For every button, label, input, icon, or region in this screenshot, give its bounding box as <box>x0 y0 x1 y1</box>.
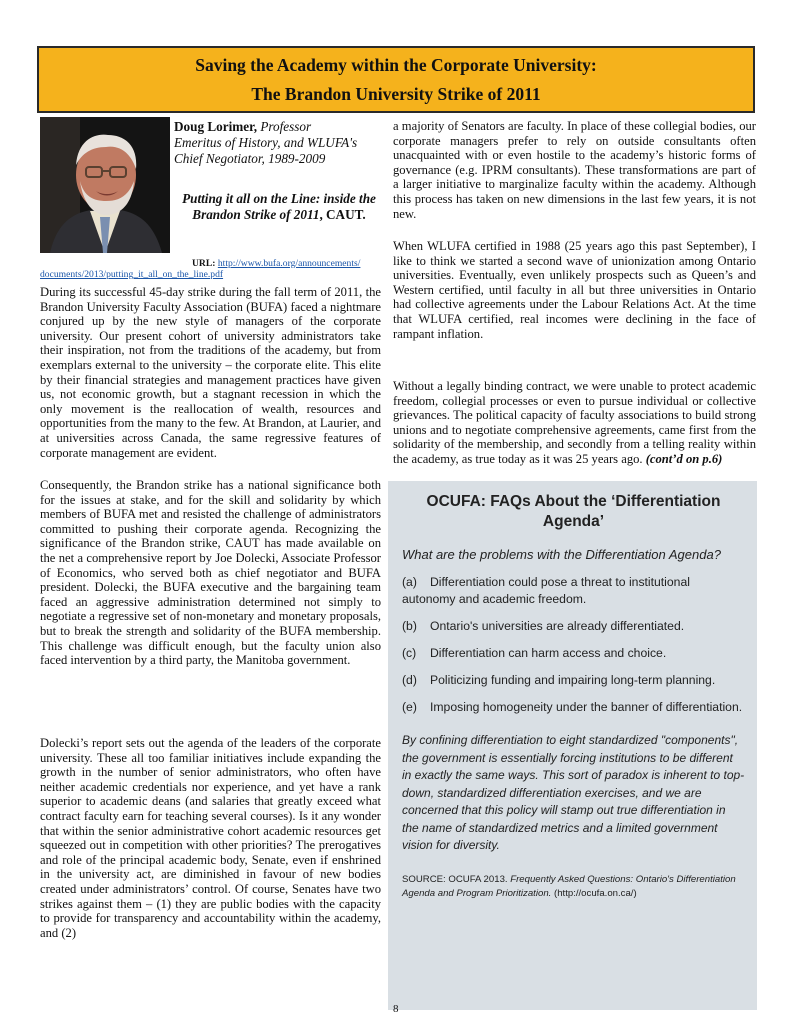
item-text: Politicizing funding and impairing long-term planning. <box>430 673 716 687</box>
author-photo <box>40 117 170 253</box>
author-role-line2: Emeritus of History, and WLUFA's <box>174 134 358 150</box>
sidebar-item <box>402 574 745 608</box>
item-letter: (e) <box>402 700 417 714</box>
sidebar-emphasis: By confining differentiation to eight standardized "components", the government is essentially forcing institutions to be different in exactly the same ways. This sort of paradox is inherent to top-down, standardized differentiation exercises, and we are concerned that this policy will stamp out true differentiation in the name of standardized metrics and a limited government vision for diversity. <box>402 733 745 852</box>
item-letter: (d) <box>402 673 417 687</box>
sidebar-source <box>402 873 745 901</box>
url-link-line1[interactable]: http://www.bufa.org/announcements/ <box>217 258 361 269</box>
sidebar-item <box>402 672 745 689</box>
right-paragraph-3 <box>393 379 756 467</box>
source-title: Frequently Asked Questions: Ontario's Differentiation Agenda and Program Prioritization. <box>402 873 736 899</box>
article-title-line1: Saving the Academy within the Corporate University: <box>195 55 597 75</box>
source-prefix: SOURCE: OCUFA 2013. <box>402 873 511 885</box>
sidebar-item <box>402 618 745 635</box>
reference-source: , CAUT. <box>319 207 366 222</box>
reference-url[interactable] <box>40 258 385 280</box>
sidebar-item <box>402 645 745 662</box>
author-role-line1: Professor <box>257 119 312 134</box>
source-url: (http://ocufa.on.ca/) <box>551 887 637 899</box>
author-role-line3: Chief Negotiator, 1989-2009 <box>174 150 326 166</box>
item-text: Ontario's universities are already differentiated. <box>430 619 685 633</box>
reference-title: Brandon Strike of 2011 <box>192 207 320 222</box>
item-text: Imposing homogeneity under the banner of differentiation. <box>430 700 743 714</box>
url-label: URL: <box>192 258 218 269</box>
right-paragraph-1: a majority of Senators are faculty. In place of these collegial bodies, our corporate managers prefer to rely on outside consultants often unacquainted with or even hostile to the academy’s historic forms of governance (e.g. IPRM consultants). These transformations are part of a larger initiative to marginalize faculty within the academy. Although this process has taken on new dimensions in the last few years, it is not new. <box>393 119 756 221</box>
author-name: Doug Lorimer, <box>174 119 258 134</box>
url-link-line2[interactable]: documents/2013/putting_it_all_on_the_line.pdf <box>40 269 224 280</box>
left-paragraph-1: During its successful 45-day strike during the fall term of 2011, the Brandon University Faculty Association (BUFA) faced a nightmare conjured up by the new style of managers of the corporate university. Our present cohort of university administrators take their inspiration, not from the traditions of the academy, but from exemplars external to the university – the corporate elite. This elite by their financial strategies and management practices have given us, not economic growth, but a stagnant recession in which the only movement is the reallocation of wealth, resources and opportunities from the many to the few. At Brandon, at Laurier, and at universities across Canada, the same regressive features of corporate management are evident. <box>40 285 381 460</box>
author-byline <box>174 119 384 166</box>
item-text: Differentiation can harm access and choice. <box>430 646 667 660</box>
sidebar-item <box>402 699 745 716</box>
sidebar-question: What are the problems with the Differentiation Agenda? <box>402 547 721 562</box>
page-number: 8 <box>393 1003 399 1015</box>
item-letter: (a) <box>402 575 417 589</box>
article-title-banner <box>37 46 755 113</box>
article-title-line2: The Brandon University Strike of 2011 <box>251 84 541 104</box>
right-paragraph-3-text: Without a legally binding contract, we were unable to protect academic freedom, collegial processes or even to pursue individual or collective grievances. The political capacity of faculty associations to build strong unions and to negotiate comprehensive agreements, came first from the solidarity of the membership, and secondly from a telling reality within the academy, as true today as it was 25 years ago. <box>393 379 756 466</box>
item-letter: (b) <box>402 619 417 633</box>
left-paragraph-3: Dolecki’s report sets out the agenda of the leaders of the corporate university. These all too familiar initiatives include expanding the growth in the number of senior administrators, who often have neither academic credentials nor experience, and yet have a rank superior to academic deans (and salaries that greatly exceed what contract faculty earn for teaching several courses). Is it any wonder that within the senior administrative cohort academic resources get squeezed out in competition with other priorities? The prerogatives and role of the principal academic body, Senate, even if enshrined in the university act, are diminished in favour of new bodies created under administrators’ control. Of course, Senates have two strikes against them – (1) they are public bodies with the capacity to provide for transparency and accountability within the academy, and (2) <box>40 736 381 940</box>
left-paragraph-2: Consequently, the Brandon strike has a national significance both for the issues at stake, and for the skill and solidarity by which members of BUFA met and resisted the challenge of administrators committed to pushing their corporate agenda. Recognizing the significance of the Brandon strike, CAUT has made available on the net a comprehensive report by Joe Dolecki, Associate Professor of Economics, who served both as chief negotiator and BUFA president. Dolecki, the BUFA executive and the bargaining team faced an aggressive administration determined not simply to negotiate a regressive set of non-monetary and monetary proposals, but to break the strength and solidarity of the BUFA membership. This challenge was difficult enough, but the faculty union also faced intervention by a third party, the Manitoba government. <box>40 478 381 668</box>
item-letter: (c) <box>402 646 417 660</box>
right-paragraph-2: When WLUFA certified in 1988 (25 years ago this past September), I like to think we started a second wave of unionization among Ontario universities. Eventually, even unlikely prospects such as Queen’s and Western certified, until faculty in all but three universities in Ontario had collective agreements under the Labour Relations Act. At the time that WLUFA certified, real incomes were declining in the face of rampant inflation. <box>393 239 756 341</box>
reference-citation <box>174 191 384 223</box>
item-text: Differentiation could pose a threat to institutional autonomy and academic freedom. <box>402 575 690 606</box>
reference-line1: Putting it all on the Line: inside the <box>182 191 376 206</box>
faq-sidebar <box>388 481 757 1010</box>
sidebar-title: OCUFA: FAQs About the ‘Differentiation Agenda’ <box>426 493 721 530</box>
continued-note: (cont’d on p.6) <box>645 451 723 466</box>
